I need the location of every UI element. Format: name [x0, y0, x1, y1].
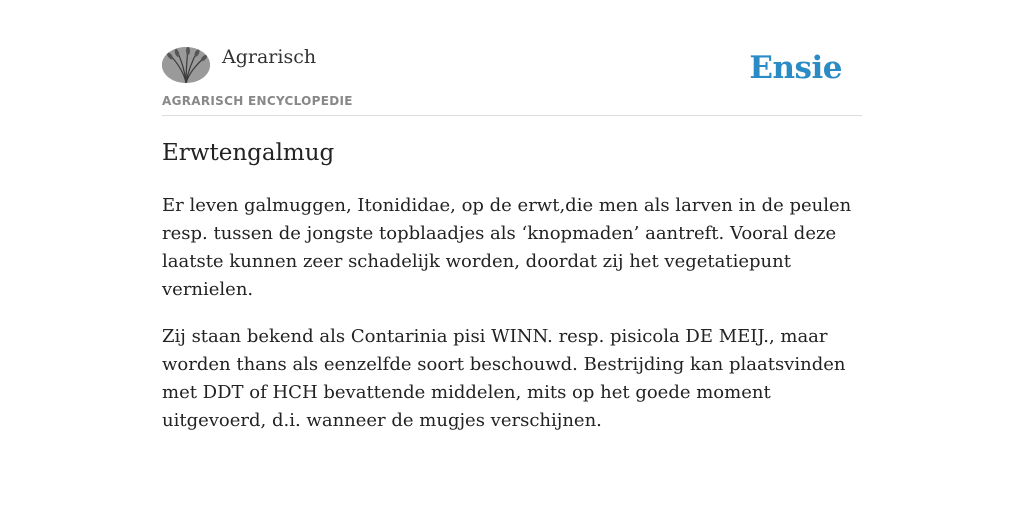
article-body: [162, 192, 862, 454]
brand-name[interactable]: Agrarisch: [222, 46, 317, 68]
article-title: Erwtengalmug: [162, 140, 335, 166]
article-paragraph: Zij staan bekend als Contarinia pisi WINN. resp. pisicola DE MEIJ., maar worden thans als eenzelfde soort beschouwd. Bestrijding kan plaatsvinden met DDT of HCH bevattende middelen, mits op het goede moment uitgevoerd, d.i. wanneer de mugjes verschijnen.: [162, 326, 846, 431]
wheat-icon[interactable]: [162, 47, 210, 83]
encyclopedia-subtitle: AGRARISCH ENCYCLOPEDIE: [162, 94, 353, 108]
article-paragraph: Er leven galmuggen, Itonididae, op de erwt,die men als larven in de peulen resp. tussen de jongste topblaadjes als ‘knopmaden’ aantreft. Vooral deze laatste kunnen zeer schadelijk worden, doordat zij het vegetatiepunt vernielen.: [162, 195, 852, 300]
page: [162, 0, 862, 431]
header: [162, 0, 862, 116]
site-logo-link[interactable]: Ensie: [749, 50, 842, 86]
